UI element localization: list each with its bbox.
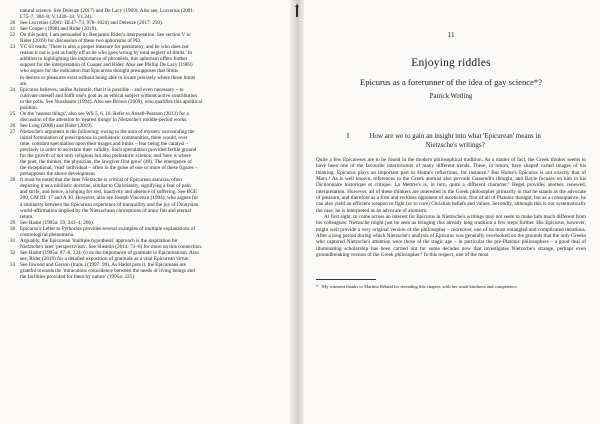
endnote-number: 28 <box>10 177 16 184</box>
endnote-line: reason it out is just as badly off as he who goes wrong by total neglect of limits.' In <box>20 50 193 57</box>
endnote-line: 200, GM III: 17 and A 30. However, also see Joseph Vincenzo (1994), who argues for <box>20 195 199 202</box>
chapter-subtitle: Epicurus as a forerunner of the idea of gay science*? <box>359 77 543 87</box>
book-gutter <box>290 0 304 424</box>
endnote-number: 23 <box>10 44 16 51</box>
endnotes-list <box>10 8 282 280</box>
endnote-line: see, Rider (2019) for a detailed exposition of gratitude as a vital Epicurean virtue. <box>20 255 190 262</box>
endnote-item <box>10 226 282 238</box>
endnote-line: a similarity between the Epicurean experience of tranquillity and the joy of Dionysian <box>20 201 199 208</box>
body-paragraph: Quite a few Epicureses are to be found in the modern philosophical tradition. As a matter of fact, the Greek thinker seems to have been one of the favourite interlocutors of many different trends. These, in return, have shaped varied images of his thinking. Epicurus plays an important part in Hume's reflections, for instance.¹ But Hume's Epicurus is not exactly that of Marx.² As is well known, references to the Greek atomist also pervade Gassendi's thought, and Bayle focuses on him in his Dictionnaire historique et critique. La Mettrie's is, in turn, quite a different character.³ Hegel provides another, renewed, interpretation. However, all of these thinkers are interested in the Greek philosopher primarily in that he stands as the advocate of pleasure, and therefore as a firm and reckless opponent of asceticism, first of all of Platonic thought, but as a consequence, he can also yield an efficient weapon to fight (or to cure) Christian beliefs and values. Secondly, although this is not systematically the case, he is interpreted as an advocate of atomism. <box>316 157 586 214</box>
endnote-line: See Inwood and Gerson (trans.) (1997: 99). As Hadot puts it, the Epicureans are <box>20 261 186 268</box>
endnote-line: Nietzsche's later 'perspectivism'. See Sheanin (2014: 73–6) for more on this connection. <box>20 243 203 250</box>
endnote-text <box>20 8 282 20</box>
endnote-item <box>10 32 282 44</box>
footnote-text: My warmest thanks to Martine Béland for rereading this chapter, with her usual kindness and competence. <box>322 283 518 289</box>
endnote-line: I.75–7, 384–8; V.1430–33; V1.24). <box>20 14 93 21</box>
endnote-item <box>10 262 282 280</box>
endnote-number: 25 <box>10 110 16 117</box>
endnote-line: world-affirmation implied by the Nietzschean conceptions of amor fati and eternal <box>20 207 192 214</box>
endnote-line: See Cooper (1998) and Rider (2019). <box>20 26 98 33</box>
endnote-line: who argues for the indication that Epicurean thought presupposes that limits <box>20 68 179 75</box>
endnote-text <box>20 226 282 238</box>
endnote-text <box>20 250 282 262</box>
endnote-number <box>10 8 20 20</box>
section-title: How are we to gain an insight into what 'Epicurean' means in Nietzsche's writings? <box>369 132 541 149</box>
endnote-item <box>10 8 282 20</box>
endnote-line: initial formulation of prescriptions in prehistoric communities, there would, over <box>20 134 188 141</box>
endnote-line: for the growth of not only religious but also prehistoric science; and 'here is where <box>20 153 191 160</box>
endnote-item <box>10 111 282 123</box>
endnote-line: the exceptional, 'read' individual – often in the guise of one or more of these figures – <box>20 165 198 172</box>
endnote-line: depicting it as a nihilistic doctrine, similar to Christianity, signifying a fear of pain <box>20 183 191 190</box>
section-number: I <box>346 132 350 140</box>
endnote-item <box>10 250 282 262</box>
endnote-item <box>10 44 282 86</box>
footnote-divider <box>316 279 376 280</box>
endnote-line: Rider (2019) for discussion of these two aphorisms of PD. <box>20 38 142 45</box>
endnote-number: 31 <box>10 237 16 244</box>
endnote-line: It must be noted that the later Nietzsche is critical of Epicurean ataraxia, often <box>20 177 182 184</box>
endnote-line: cosmological phenomena. <box>20 231 75 238</box>
endnote-line: precisely in order to ascertain their validity. Such speculation provided fertile ground <box>20 147 197 154</box>
endnote-line: On the 'nearest things', also see WS 5, 6, 16. Refer to Ansell-Pearson (2013) for a <box>20 110 189 117</box>
section-heading <box>316 132 586 149</box>
endnote-line: VC 63 reads: 'There is also a proper measure for parsimony, and he who does not <box>20 44 189 51</box>
endnote-text <box>20 44 282 86</box>
footnote <box>316 284 586 289</box>
chapter-author: Patrick Wotling <box>429 93 473 100</box>
endnote-line: the facilities provided for them by nature' (1995a: 225). <box>20 274 136 281</box>
binder-clip-icon <box>294 4 300 18</box>
endnote-number: 24 <box>10 86 16 93</box>
endnote-line: and strife, and hence, a longing for rest, inactivity and absence of suffering. See BGE <box>20 189 198 196</box>
right-page <box>304 0 600 424</box>
endnote-line: addition to highlighting the importance of phronēsis, this aphorism offers further <box>20 56 188 63</box>
endnote-line: cultivate oneself and fulfil one's goal as an ethical subject without active contribution <box>20 92 197 99</box>
endnote-line: Epicurus believes, unlike Aristotle, that it is possible – and even necessary – to <box>20 86 184 93</box>
footnote-marker: * <box>316 283 319 289</box>
endnote-number: 22 <box>10 32 16 39</box>
chapter-title: Enjoying riddles <box>411 57 491 69</box>
endnote-item <box>10 87 282 111</box>
endnote-text <box>20 129 282 177</box>
endnote-line: See Lucretius (2001: III.47–73, 978–1024) and Deleuze (2017: 250). <box>20 20 164 27</box>
endnote-line: Epicurus's Letter to Pythocles provides several examples of multiple explanations of <box>20 225 196 232</box>
endnote-line: Nietzsche's argument is the following: owing to the aura of mystery surrounding the <box>20 128 195 135</box>
endnote-text <box>20 177 282 219</box>
endnote-line: Arguably, the Epicurean 'multiple hypothesis' approach is the inspiration for <box>20 237 178 244</box>
endnote-text <box>20 87 282 111</box>
endnote-item <box>10 238 282 250</box>
endnote-number: 26 <box>10 122 16 129</box>
endnote-number: 27 <box>10 128 16 135</box>
endnote-line: the poet, the thinker, the physician, the lawgiver first grew' (40). The emergence of <box>20 159 192 166</box>
endnote-number: 21 <box>10 26 16 33</box>
endnote-number: 32 <box>10 249 16 256</box>
endnote-text <box>20 111 282 123</box>
endnote-line: are. <box>20 80 28 87</box>
endnote-line: See Hadot (1995a: 87–8, 224–6) on the importance of gratitude in Epicureanism. Also <box>20 249 199 256</box>
endnote-line: See Long (2006) and Rider (2019). <box>20 122 93 129</box>
endnote-line: discussion of the attention to 'nearest things' in Nietzsche's middle-period works. <box>20 116 188 123</box>
endnote-number: 33 <box>10 261 16 268</box>
left-page <box>0 0 290 424</box>
endnote-line: On this point, I am persuaded by Benjamin Rider's interpretation. See section V in <box>20 32 191 39</box>
endnote-item <box>10 129 282 177</box>
endnote-line: return. <box>20 213 34 220</box>
endnote-line: position. <box>20 104 39 111</box>
endnote-line: See Hadot (1995a: 59, 243–4, 266). <box>20 219 95 226</box>
endnote-line: natural science. See Deleuze (2017) and De Lacy (1969). Also see, Lucretius (2001: <box>20 8 195 14</box>
endnote-line: support for the interpretation of Cooper and Rider. Also see Phillip De Lacy (1969) <box>20 62 193 69</box>
endnote-line: presupposes the above development. <box>20 171 97 178</box>
endnote-item <box>10 177 282 219</box>
endnote-number: 20 <box>10 20 16 27</box>
endnote-line: time, constant speculation upon their usages and limits – fear being the catalyst – <box>20 141 189 148</box>
endnote-line: grateful towards the 'miraculous coincidence between the needs of living beings and <box>20 268 195 275</box>
endnote-number: 29 <box>10 219 16 226</box>
endnote-line: to the polis. See Nussbaum (1994). Also see Brown (2009), who qualifies this apolitical <box>20 98 203 105</box>
body-paragraph: At first sight, to come across an interest for Epicurus in Nietzsche's writings may not seem to make him much different from his colleagues. Nietzsche might just be seen as bringing this already long tradition a few steps further. His Epicurus, however, might well provide a very original version of the philosopher – moreover, one of its most entangled and complicated iterations. After a long period during which Nietzsche's analysis of Epicurus was generally overlooked on the grounds that the only Greeks who captured Nietzsche's attention were those of the tragic age – in particular the pre-Platonic philosophers – a good deal of illuminating scholarship has been carried out for some decades now that investigates Nietzsche's strange, perhaps even groundbreaking version of the Greek philosopher.⁴ In this respect, one of the most <box>316 214 586 259</box>
endnote-text <box>20 238 282 250</box>
endnote-line: to desires or pleasures exist without being able to locate precisely where those limits <box>20 74 196 81</box>
chapter-number: 11 <box>447 30 455 39</box>
body-text <box>316 157 586 259</box>
endnote-number: 30 <box>10 225 16 232</box>
endnote-text <box>20 32 282 44</box>
endnote-text <box>20 262 282 280</box>
